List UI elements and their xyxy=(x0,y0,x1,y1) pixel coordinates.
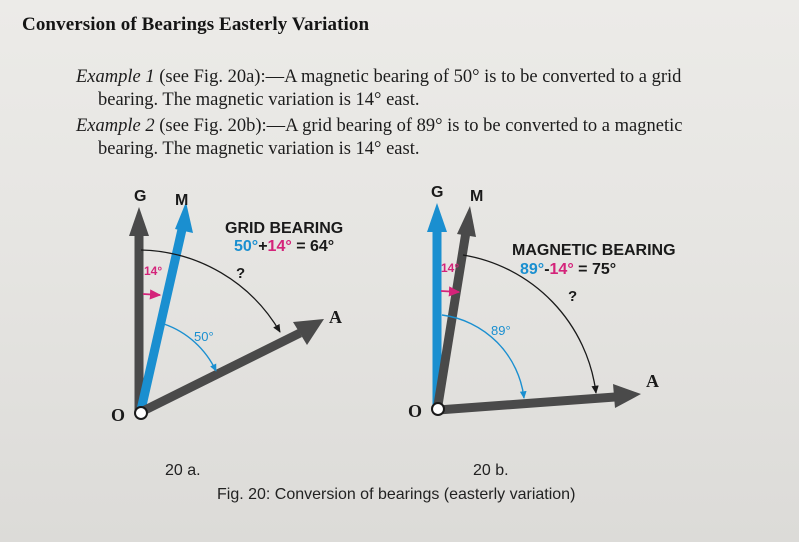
bearing-heading: MAGNETIC BEARING xyxy=(512,242,676,259)
example-2-text-line2: bearing. The magnetic variation is 14° east. xyxy=(98,139,420,159)
figure-20b xyxy=(408,184,676,421)
grid-label: G xyxy=(431,184,444,201)
eq-variation-value: 14° xyxy=(549,261,574,278)
example-1-text-line2: bearing. The magnetic variation is 14° east. xyxy=(98,90,420,110)
magnetic-label: M xyxy=(175,192,189,209)
subfigure-a-label: 20 a. xyxy=(165,462,201,479)
magnetic-north-arrow xyxy=(141,202,193,410)
eq-result: = 64° xyxy=(291,238,335,255)
figure-caption: Fig. 20: Conversion of bearings (easterly variation) xyxy=(217,486,576,503)
angle-label: 89° xyxy=(491,323,511,338)
section-heading: Conversion of Bearings Easterly Variation xyxy=(22,14,370,35)
origin-point xyxy=(135,407,147,419)
eq-operator: - xyxy=(544,261,550,278)
eq-magnetic-value: 50° xyxy=(234,238,259,255)
figure-20a xyxy=(111,188,343,425)
variation-arrow xyxy=(143,294,160,295)
variation-arrow xyxy=(441,291,459,292)
magnetic-north-arrow xyxy=(438,206,476,405)
subfigure-b-label: 20 b. xyxy=(473,462,509,479)
example-2-label: Example 2 xyxy=(76,116,155,136)
bearing-arrow-to-a xyxy=(141,319,324,412)
unknown-angle-label: ? xyxy=(568,288,578,305)
variation-label: 14° xyxy=(144,264,163,278)
origin-point xyxy=(432,403,444,415)
origin-label: O xyxy=(408,401,423,421)
unknown-angle-label: ? xyxy=(236,265,246,282)
origin-label: O xyxy=(111,405,126,425)
bearing-arrow-to-a xyxy=(438,384,641,410)
grid-label: G xyxy=(134,188,147,205)
target-label: A xyxy=(646,371,659,391)
eq-grid-value: 89° xyxy=(520,261,545,278)
variation-label: 14° xyxy=(441,261,460,275)
example-1-text-line1: (see Fig. 20a):—A magnetic bearing of 50° is to be converted to a grid xyxy=(154,67,682,87)
magnetic-label: M xyxy=(470,188,484,205)
bearing-equation xyxy=(520,261,616,278)
bearing-heading: GRID BEARING xyxy=(225,220,344,237)
eq-variation-value: 14° xyxy=(267,238,292,255)
target-label: A xyxy=(329,307,342,327)
angle-label: 50° xyxy=(194,329,214,344)
eq-result: = 75° xyxy=(573,261,617,278)
eq-operator: + xyxy=(258,238,268,255)
example-1-label: Example 1 xyxy=(76,67,155,87)
bearing-equation xyxy=(234,238,334,255)
example-2-text-line1: (see Fig. 20b):—A grid bearing of 89° is to be converted to a magnetic xyxy=(154,116,683,136)
